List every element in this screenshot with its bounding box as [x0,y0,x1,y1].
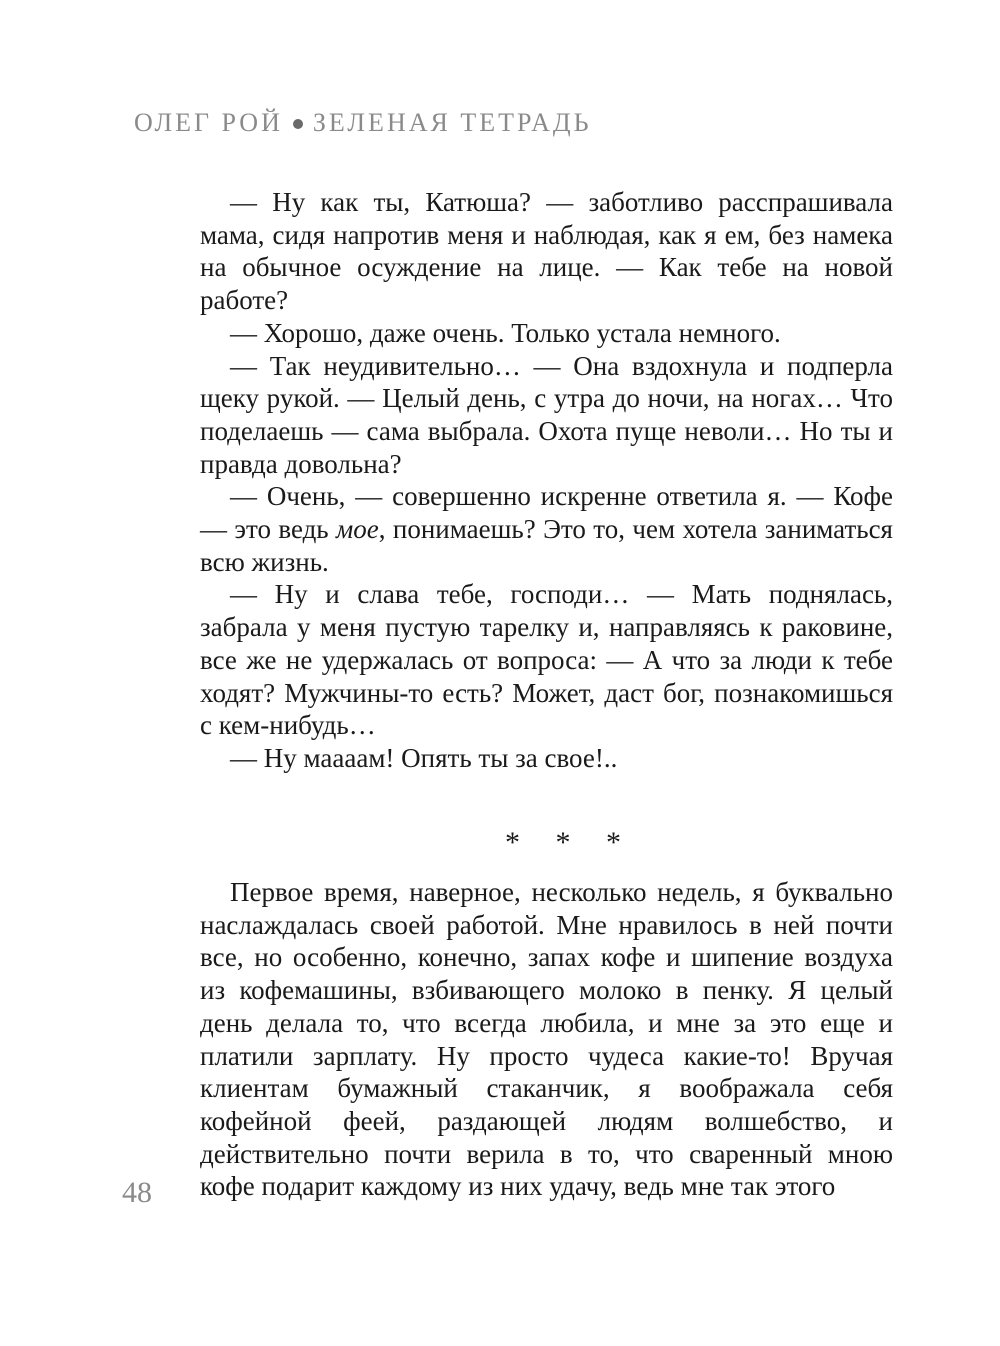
paragraph-part: — Очень, — совершенно искренне ответила я. — Кофе — это ведь [200,481,893,545]
paragraph: — Так неудивительно… — Она вздохнула и подперла щеку рукой. — Целый день, с утра до ночи, на ногах… Что поделаешь — сама выбрала. Охота пуще неволи… Но ты и правда довольна? [200,350,893,479]
running-head [134,108,592,138]
paragraph: — Ну как ты, Катюша? — заботливо расспрашивала мама, сидя напротив меня и наблюдая, как я ем, без намека на обычное осуждение на лице. — Как тебе на новой работе? [200,187,893,316]
paragraph: Первое время, наверное, несколько недель, я буквально наслаждалась своей работой. Мне нравилось в ней почти все, но особенно, конечно, запах кофе и шипение воздуха из кофемашины, взбивающего молоко в пенку. Я целый день делала то, что всегда любила, и мне за это еще и платили зарплату. Ну просто чудеса какие-то! Вручая клиентам бумажный стаканчик, я воображала себя кофейной феей, раздающей людям волшебство, и действительно почти верила в то, что сваренный мною кофе подарит каждому из них удачу, ведь мне так этого [200,877,893,1202]
section-separator: * * * [505,826,635,859]
header-title: ЗЕЛЕНАЯ ТЕТРАДЬ [312,108,592,137]
paragraph: — Ну мааaам! Опять ты за свое!.. [230,742,618,773]
header-author: ОЛЕГ РОЙ [134,108,283,137]
paragraph-part: , понимаешь? Это то, чем хотела заниматься всю жизнь. [200,514,893,577]
text-block-top [200,186,893,775]
paragraph: — Ну и слава тебе, господи… — Мать поднялась, забрала у меня пустую тарелку и, направляясь к раковине, все же не удержалась от вопроса: — А что за люди к тебе ходят? Мужчины-то есть? Может, даст бог, познакомишься с кем-нибудь… [200,579,893,741]
page-number: 48 [122,1176,152,1209]
paragraph: — Хорошо, даже очень. Только устала немного. [230,317,781,348]
paragraph-with-emphasis [200,480,893,578]
text-block-bottom [200,876,893,1203]
bullet-icon [293,119,303,129]
emphasized-word: мое [336,514,379,545]
